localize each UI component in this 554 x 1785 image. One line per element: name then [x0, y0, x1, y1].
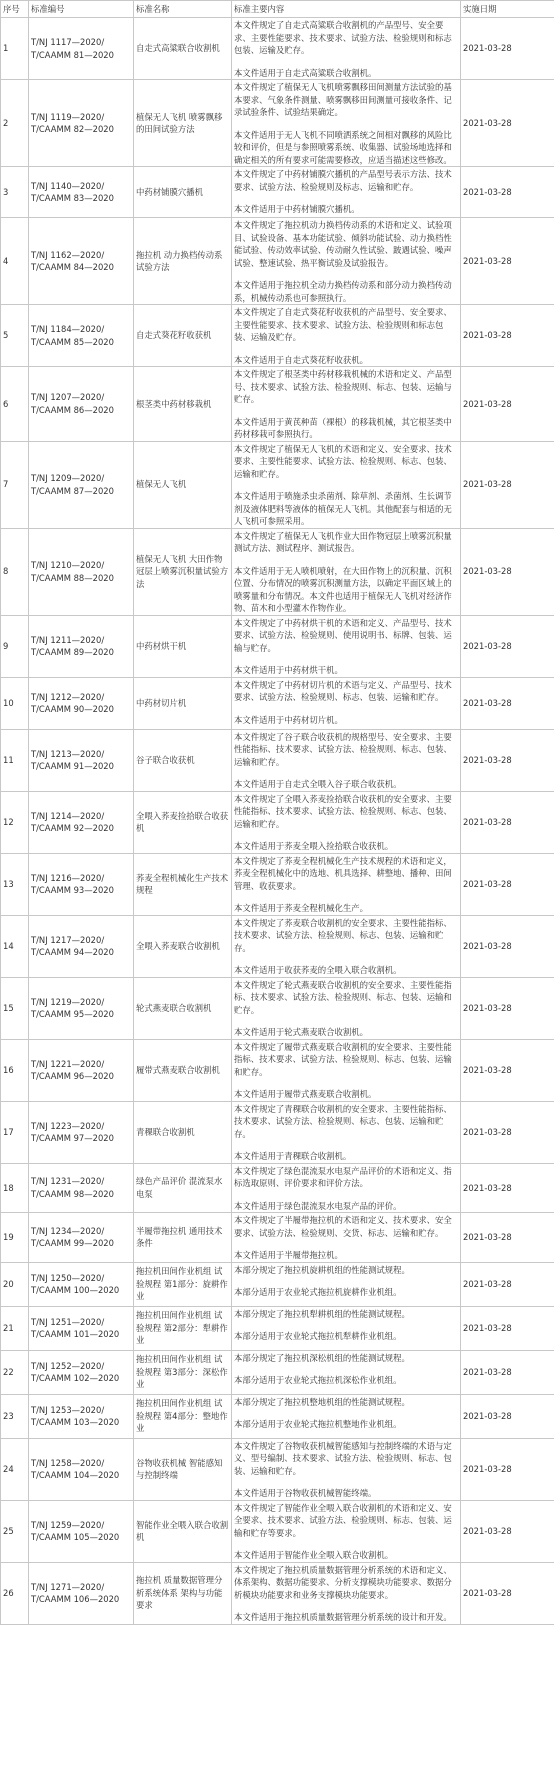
- code-line-caamm: T/CAAMM 83—2020: [31, 193, 114, 203]
- table-row: [1, 1350, 554, 1394]
- code-line-nj: T/NJ 1231—2020/: [31, 1176, 105, 1187]
- code-line-caamm: T/CAAMM 104—2020: [31, 1470, 120, 1480]
- content-paragraph: 本文件适用于半履带拖拉机。: [234, 1250, 343, 1260]
- content-paragraph: 本文件规定了拖拉机动力换档传动系的术语和定义、试验项目、试验设备、基本功能试验、倾斜功能试验、动力换档性能试验、传动效率试验、传动耐久性试验、跛遇试验、噪声试验、整速试验、热平衡试验及试验报告。: [234, 220, 452, 268]
- table-row: [1, 615, 554, 677]
- table-row: [1, 167, 554, 218]
- content-paragraph: 本文件适用于黄芪种苗（裸根）的移栽机械，其它根茎类中药材移栽可参照执行。: [234, 416, 452, 439]
- content-paragraph: 本文件适用于无人喷机喷射，在大田作物上的沉积量、沉积位置、分布情况的喷雾沉积测量方法，以确定平面区域上的喷雾量和分布情况。本文件也适用于植保无人飞机对经济作物、苗木和小型灌木作物作业。: [234, 565, 452, 613]
- table-row: [1, 528, 554, 615]
- effective-date: 2021-03-28: [461, 729, 554, 791]
- table-row: [1, 791, 554, 853]
- effective-date: 2021-03-28: [461, 1039, 554, 1101]
- standard-code: [29, 1163, 134, 1213]
- code-line-nj: T/NJ 1271—2020/: [31, 1581, 105, 1592]
- effective-date: 2021-03-28: [461, 80, 554, 167]
- standard-name: 履带式燕麦联合收割机: [134, 1039, 232, 1101]
- standard-content: [232, 18, 461, 80]
- row-index: 7: [1, 441, 29, 528]
- code-line-nj: T/NJ 1252—2020/: [31, 1360, 105, 1371]
- effective-date: 2021-03-28: [461, 441, 554, 528]
- content-paragraph: 本部分规定了拖拉机整地机组的性能测试规程。: [234, 1396, 410, 1407]
- content-paragraph: 本文件规定了全喂入荞麦捡拾联合收获机的安全要求、主要性能指标、技术要求、试验方法、检验规则、标志、包装、运输和贮存。: [234, 793, 452, 829]
- effective-date: 2021-03-28: [461, 853, 554, 915]
- code-line-nj: T/NJ 1212—2020/: [31, 691, 105, 702]
- standard-content: [232, 1101, 461, 1163]
- row-index: 20: [1, 1262, 29, 1306]
- code-line-nj: T/NJ 1184—2020/: [31, 324, 105, 334]
- effective-date: 2021-03-28: [461, 1262, 554, 1306]
- standard-content: [232, 1438, 461, 1500]
- standard-code: [29, 729, 134, 791]
- row-index: 3: [1, 167, 29, 218]
- standard-content: [232, 1562, 461, 1624]
- code-line-nj: T/NJ 1214—2020/: [31, 810, 105, 821]
- row-index: 1: [1, 18, 29, 80]
- code-line-caamm: T/CAAMM 99—2020: [31, 1238, 114, 1249]
- code-line-nj: T/NJ 1221—2020/: [31, 1058, 105, 1069]
- standard-content: [232, 441, 461, 528]
- content-paragraph: 本文件适用于绿色混流泵水电泵产品的评价。: [234, 1200, 402, 1211]
- standard-code: [29, 167, 134, 218]
- standard-code: [29, 1262, 134, 1306]
- content-paragraph: 本文件适用于喷施杀虫杀菌剂、除草剂、杀菌剂、生长调节剂及液体肥料等液体的植保无人飞机。其他配套与相适的无人飞机可参照采用。: [234, 491, 452, 526]
- code-line-caamm: T/CAAMM 103—2020: [31, 1417, 120, 1427]
- content-paragraph: 本部分规定了拖拉机深松机组的性能测试规程。: [234, 1352, 410, 1363]
- row-index: 6: [1, 367, 29, 442]
- standard-code: [29, 218, 134, 305]
- content-paragraph: 本文件规定了谷子联合收获机的规格型号、安全要求、主要性能指标、技术要求、试验方法、检验规则、标志、包装、运输和贮存。: [234, 731, 452, 767]
- standard-name: 拖拉机田间作业机组 试验规程 第1部分：旋耕作业: [134, 1262, 232, 1306]
- effective-date: 2021-03-28: [461, 1394, 554, 1438]
- code-line-nj: T/NJ 1162—2020/: [31, 249, 105, 260]
- effective-date: 2021-03-28: [461, 1350, 554, 1394]
- code-line-caamm: T/CAAMM 98—2020: [31, 1188, 114, 1199]
- standard-name: 青稞联合收割机: [134, 1101, 232, 1163]
- content-paragraph: 本文件规定了轮式燕麦联合收割机的安全要求、主要性能指标、技术要求、试验方法、检验规则、标志、包装、运输和贮存。: [234, 979, 452, 1015]
- effective-date: 2021-03-28: [461, 615, 554, 677]
- row-index: 2: [1, 80, 29, 167]
- code-line-nj: T/NJ 1250—2020/: [31, 1272, 105, 1283]
- table-row: [1, 1306, 554, 1350]
- content-paragraph: 本文件规定了自走式高粱联合收割机的产品型号、安全要求、主要性能要求、技术要求、试验方法、检验规则和标志包装、运输及贮存。: [234, 20, 452, 55]
- header-index: 序号: [1, 1, 29, 18]
- standard-name: 绿色产品评价 混流泵水电泵: [134, 1163, 232, 1213]
- standard-name: 拖拉机田间作业机组 试验规程 第4部分：整地作业: [134, 1394, 232, 1438]
- content-paragraph: 本文件规定了荞麦全程机械化生产技术规程的术语和定义，荞麦全程机械化中的选地、机具选择、耕整地、播种、田间管理、收获要求。: [234, 855, 452, 891]
- standard-content: [232, 853, 461, 915]
- content-paragraph: 本文件适用于中药材切片机。: [234, 714, 343, 725]
- standard-content: [232, 1306, 461, 1350]
- row-index: 26: [1, 1562, 29, 1624]
- table-row: [1, 1213, 554, 1263]
- table-row: [1, 1262, 554, 1306]
- effective-date: 2021-03-28: [461, 791, 554, 853]
- code-line-nj: T/NJ 1211—2020/: [31, 634, 105, 645]
- standard-content: [232, 1500, 461, 1562]
- standard-name: 谷子联合收获机: [134, 729, 232, 791]
- standard-code: [29, 1438, 134, 1500]
- standard-name: 拖拉机田间作业机组 试验规程 第3部分：深松作业: [134, 1350, 232, 1394]
- standard-name: 全喂入荞麦联合收割机: [134, 915, 232, 977]
- code-line-caamm: T/CAAMM 105—2020: [31, 1532, 120, 1542]
- code-line-nj: T/NJ 1219—2020/: [31, 996, 105, 1007]
- content-paragraph: 本文件适用于自走式高粱联合收割机。: [234, 67, 377, 78]
- row-index: 4: [1, 218, 29, 305]
- code-line-caamm: T/CAAMM 93—2020: [31, 885, 114, 895]
- code-line-caamm: T/CAAMM 92—2020: [31, 823, 114, 833]
- code-line-caamm: T/CAAMM 89—2020: [31, 647, 114, 657]
- standard-content: [232, 367, 461, 442]
- standard-content: [232, 218, 461, 305]
- standard-code: [29, 18, 134, 80]
- code-line-nj: T/NJ 1119—2020/: [31, 111, 105, 122]
- standard-content: [232, 167, 461, 218]
- standard-content: [232, 1262, 461, 1306]
- content-paragraph: 本部分适用于农业轮式拖拉机整地作业机组。: [234, 1419, 402, 1429]
- code-line-nj: T/NJ 1234—2020/: [31, 1225, 105, 1236]
- content-paragraph: 本文件规定了履带式燕麦联合收割机的安全要求、主要性能指标、技术要求、试验方法、检验规则、标志、包装、运输和贮存。: [234, 1041, 452, 1077]
- standard-code: [29, 615, 134, 677]
- standard-name: 植保无人飞机 喷雾飘移的田间试验方法: [134, 80, 232, 167]
- code-line-caamm: T/CAAMM 106—2020: [31, 1594, 120, 1604]
- row-index: 22: [1, 1350, 29, 1394]
- standard-code: [29, 1306, 134, 1350]
- code-line-caamm: T/CAAMM 86—2020: [31, 404, 114, 415]
- row-index: 25: [1, 1500, 29, 1562]
- row-index: 18: [1, 1163, 29, 1213]
- effective-date: 2021-03-28: [461, 1101, 554, 1163]
- content-paragraph: 本文件适用于中药材铺膜穴播机。: [234, 204, 360, 214]
- code-line-caamm: T/CAAMM 100—2020: [31, 1285, 120, 1295]
- standard-content: [232, 1213, 461, 1263]
- content-paragraph: 本文件适用于荞麦全喂入捡拾联合收获机。: [234, 841, 394, 851]
- content-paragraph: 本文件规定了植保无人飞机作业大田作物冠层上喷雾沉积量测试方法、测试程序、测试报告。: [234, 530, 452, 553]
- row-index: 16: [1, 1039, 29, 1101]
- table-row: [1, 729, 554, 791]
- table-row: [1, 218, 554, 305]
- code-line-caamm: T/CAAMM 85—2020: [31, 336, 114, 347]
- row-index: 11: [1, 729, 29, 791]
- content-paragraph: 本部分适用于农业轮式拖拉机深松作业机组。: [234, 1375, 402, 1385]
- standard-name: 全喂入荞麦捡拾联合收获机: [134, 791, 232, 853]
- table-row: [1, 1039, 554, 1101]
- standard-content: [232, 977, 461, 1039]
- content-paragraph: 本文件适用于自走式葵花籽收获机。: [234, 354, 368, 365]
- code-line-nj: T/NJ 1140—2020/: [31, 180, 105, 191]
- standard-name: 中药材烘干机: [134, 615, 232, 677]
- effective-date: 2021-03-28: [461, 1306, 554, 1350]
- row-index: 19: [1, 1213, 29, 1263]
- standard-code: [29, 80, 134, 167]
- row-index: 21: [1, 1306, 29, 1350]
- content-paragraph: 本文件规定了中药材切片机的术语与定义、产品型号、技术要求、试验方法、检验规则、标志、包装、运输和贮存。: [234, 679, 452, 702]
- standard-code: [29, 791, 134, 853]
- effective-date: 2021-03-28: [461, 1500, 554, 1562]
- standard-code: [29, 1213, 134, 1263]
- standard-code: [29, 1500, 134, 1562]
- table-row: [1, 1101, 554, 1163]
- effective-date: 2021-03-28: [461, 167, 554, 218]
- code-line-nj: T/NJ 1253—2020/: [31, 1404, 105, 1415]
- standard-code: [29, 1039, 134, 1101]
- code-line-caamm: T/CAAMM 97—2020: [31, 1133, 114, 1143]
- code-line-nj: T/NJ 1259—2020/: [31, 1519, 105, 1530]
- standard-code: [29, 305, 134, 367]
- code-line-nj: T/NJ 1207—2020/: [31, 392, 105, 403]
- table-row: [1, 853, 554, 915]
- table-row: [1, 18, 554, 80]
- standard-content: [232, 729, 461, 791]
- standard-name: 植保无人飞机: [134, 441, 232, 528]
- table-row: [1, 915, 554, 977]
- standard-code: [29, 1394, 134, 1438]
- standard-content: [232, 528, 461, 615]
- content-paragraph: 本文件规定了根茎类中药材移栽机械的术语和定义、产品型号、技术要求、试验方法、检验规则、标志、包装、运输与贮存。: [234, 369, 452, 404]
- standard-content: [232, 915, 461, 977]
- standard-name: 半履带拖拉机 通用技术条件: [134, 1213, 232, 1263]
- content-paragraph: 本文件适用于青稞联合收割机。: [234, 1151, 352, 1161]
- effective-date: 2021-03-28: [461, 1562, 554, 1624]
- standard-code: [29, 441, 134, 528]
- content-paragraph: 本文件规定了植保无人飞机的术语和定义、安全要求、技术要求、主要性能要求、试验方法、检验规则、标志、包装、运输和贮存。: [234, 443, 452, 479]
- content-paragraph: 本文件规定了植保无人飞机喷雾飘移田间测量方法试验的基本要求、气象条件测量、喷雾飘移田间测量可接收条件、记录试验条件、试验结果确定。: [234, 82, 452, 117]
- row-index: 23: [1, 1394, 29, 1438]
- code-line-caamm: T/CAAMM 84—2020: [31, 262, 114, 272]
- table-row: [1, 1163, 554, 1213]
- content-paragraph: 本文件适用于拖拉机质量数据管理分析系统的设计和开发。: [234, 1612, 452, 1622]
- row-index: 24: [1, 1438, 29, 1500]
- standard-name: 自走式葵花籽收获机: [134, 305, 232, 367]
- header-code: 标准编号: [29, 1, 134, 18]
- content-paragraph: 本文件规定了谷物收获机械智能感知与控制终端的术语与定义、型号编制、技术要求、试验方法、检验规则、标志、包装、运输和贮存。: [234, 1440, 452, 1476]
- row-index: 15: [1, 977, 29, 1039]
- effective-date: 2021-03-28: [461, 677, 554, 729]
- code-line-nj: T/NJ 1258—2020/: [31, 1457, 105, 1468]
- table-row: [1, 977, 554, 1039]
- code-line-nj: T/NJ 1117—2020/: [31, 37, 105, 47]
- standard-content: [232, 1039, 461, 1101]
- content-paragraph: 本文件适用于谷物收获机械智能终端。: [234, 1488, 377, 1498]
- content-paragraph: 本文件规定了荞麦联合收割机的安全要求、主要性能指标、技术要求、试验方法、检验规则、标志、包装、运输和贮存。: [234, 917, 452, 953]
- standard-content: [232, 791, 461, 853]
- standard-name: 自走式高粱联合收割机: [134, 18, 232, 80]
- table-row: [1, 1438, 554, 1500]
- standard-name: 谷物收获机械 智能感知与控制终端: [134, 1438, 232, 1500]
- table-row: [1, 1500, 554, 1562]
- row-index: 10: [1, 677, 29, 729]
- code-line-caamm: T/CAAMM 94—2020: [31, 947, 114, 957]
- content-paragraph: 本文件适用于轮式燕麦联合收割机。: [234, 1027, 368, 1037]
- standard-code: [29, 677, 134, 729]
- standard-code: [29, 853, 134, 915]
- header-row: [1, 1, 554, 18]
- standard-code: [29, 915, 134, 977]
- content-paragraph: 本文件规定了自走式葵花籽收获机的产品型号、安全要求、主要性能要求、技术要求、试验方法、检验规则和标志包装、运输及贮存。: [234, 307, 452, 342]
- content-paragraph: 本文件规定了绿色混流泵水电泵产品评价的术语和定义、指标选取原则、评价要求和评价方法。: [234, 1165, 452, 1188]
- code-line-caamm: T/CAAMM 101—2020: [31, 1329, 120, 1339]
- content-paragraph: 本部分规定了拖拉机旋耕机组的性能测试规程。: [234, 1264, 410, 1275]
- effective-date: 2021-03-28: [461, 18, 554, 80]
- content-paragraph: 本文件规定了中药材铺膜穴播机的产品型号表示方法、技术要求、试验方法、检验规则及标志、运输和贮存。: [234, 169, 452, 192]
- code-line-nj: T/NJ 1216—2020/: [31, 872, 105, 883]
- code-line-nj: T/NJ 1223—2020/: [31, 1120, 105, 1131]
- effective-date: 2021-03-28: [461, 305, 554, 367]
- table-row: [1, 367, 554, 442]
- code-line-caamm: T/CAAMM 87—2020: [31, 485, 114, 496]
- standard-name: 荞麦全程机械化生产技术规程: [134, 853, 232, 915]
- content-paragraph: 本文件规定了中药材烘干机的术语和定义、产品型号、技术要求、试验方法、检验规则、使用说明书、标牌、包装、运输与贮存。: [234, 617, 452, 653]
- effective-date: 2021-03-28: [461, 1163, 554, 1213]
- table-row: [1, 1394, 554, 1438]
- code-line-caamm: T/CAAMM 96—2020: [31, 1071, 114, 1081]
- standard-code: [29, 977, 134, 1039]
- code-line-nj: T/NJ 1209—2020/: [31, 473, 105, 483]
- standard-name: 拖拉机田间作业机组 试验规程 第2部分：犁耕作业: [134, 1306, 232, 1350]
- standard-name: 拖拉机 质量数据管理分析系统体系 架构与功能要求: [134, 1562, 232, 1624]
- effective-date: 2021-03-28: [461, 977, 554, 1039]
- standard-name: 根茎类中药材移栽机: [134, 367, 232, 442]
- table-row: [1, 1562, 554, 1624]
- effective-date: 2021-03-28: [461, 528, 554, 615]
- effective-date: 2021-03-28: [461, 1213, 554, 1263]
- standard-code: [29, 1350, 134, 1394]
- effective-date: 2021-03-28: [461, 367, 554, 442]
- standard-name: 中药材铺膜穴播机: [134, 167, 232, 218]
- standard-code: [29, 1101, 134, 1163]
- content-paragraph: 本部分适用于农业轮式拖拉机犁耕作业机组。: [234, 1331, 402, 1341]
- standard-content: [232, 677, 461, 729]
- row-index: 17: [1, 1101, 29, 1163]
- table-row: [1, 80, 554, 167]
- content-paragraph: 本文件适用于自走式全喂入谷子联合收获机。: [234, 779, 402, 789]
- content-paragraph: 本文件规定了拖拉机质量数据管理分析系统的术语和定义、体系架构、数据功能要求、分析支撑模块功能要求、数据分析模块功能要求和业务支撑模块功能要求。: [234, 1564, 452, 1600]
- effective-date: 2021-03-28: [461, 1438, 554, 1500]
- row-index: 5: [1, 305, 29, 367]
- header-content: 标准主要内容: [232, 1, 461, 18]
- content-paragraph: 本文件适用于无人飞机不同喷洒系统之间相对飘移的风险比较和评价，但是与参照喷雾系统、收集器、试验场地选择和确定相关的所有要求可能需要修改，应适当描述这些修改。: [234, 129, 452, 165]
- row-index: 9: [1, 615, 29, 677]
- content-paragraph: 本文件规定了半履带拖拉机的术语和定义、技术要求、安全要求、试验方法、检验规则、交货、标志、运输和贮存。: [234, 1215, 452, 1238]
- header-date: 实施日期: [461, 1, 554, 18]
- row-index: 14: [1, 915, 29, 977]
- code-line-caamm: T/CAAMM 102—2020: [31, 1373, 120, 1383]
- standard-name: 智能作业全喂入联合收割机: [134, 1500, 232, 1562]
- row-index: 12: [1, 791, 29, 853]
- table-row: [1, 677, 554, 729]
- content-paragraph: 本部分规定了拖拉机犁耕机组的性能测试规程。: [234, 1308, 410, 1319]
- standard-content: [232, 615, 461, 677]
- standard-name: 植保无人飞机 大田作物冠层上喷雾沉积量试验方法: [134, 528, 232, 615]
- code-line-nj: T/NJ 1210—2020/: [31, 560, 105, 570]
- table-body: [1, 18, 554, 1625]
- standard-content: [232, 1394, 461, 1438]
- content-paragraph: 本文件适用于荞麦全程机械化生产。: [234, 903, 368, 913]
- code-line-caamm: T/CAAMM 90—2020: [31, 704, 114, 714]
- table-row: [1, 441, 554, 528]
- standard-content: [232, 80, 461, 167]
- standard-name: 轮式燕麦联合收割机: [134, 977, 232, 1039]
- content-paragraph: 本文件适用于收获荞麦的全喂入联合收割机。: [234, 965, 402, 975]
- content-paragraph: 本文件规定了智能作业全喂入联合收割机的术语和定义、安全要求、技术要求、试验方法、检验规则、标志、包装、运输和贮存等要求。: [234, 1502, 452, 1538]
- content-paragraph: 本文件适用于中药材烘干机。: [234, 665, 343, 675]
- standard-content: [232, 1163, 461, 1213]
- header-name: 标准名称: [134, 1, 232, 18]
- code-line-caamm: T/CAAMM 91—2020: [31, 761, 114, 771]
- content-paragraph: 本部分适用于农业轮式拖拉机旋耕作业机组。: [234, 1287, 402, 1297]
- standard-name: 中药材切片机: [134, 677, 232, 729]
- content-paragraph: 本文件规定了青稞联合收割机的安全要求、主要性能指标、技术要求、试验方法、检验规则、标志、包装、运输和贮存。: [234, 1103, 452, 1139]
- code-line-nj: T/NJ 1217—2020/: [31, 934, 105, 945]
- effective-date: 2021-03-28: [461, 915, 554, 977]
- standard-name: 拖拉机 动力换档传动系 试验方法: [134, 218, 232, 305]
- content-paragraph: 本文件适用于拖拉机全动力换档传动系和部分动力换档传动系，机械传动系也可参照执行。: [234, 280, 452, 303]
- code-line-caamm: T/CAAMM 82—2020: [31, 124, 114, 134]
- standard-content: [232, 1350, 461, 1394]
- table-row: [1, 305, 554, 367]
- code-line-caamm: T/CAAMM 81—2020: [31, 49, 114, 60]
- code-line-nj: T/NJ 1251—2020/: [31, 1316, 105, 1327]
- row-index: 8: [1, 528, 29, 615]
- standard-code: [29, 1562, 134, 1624]
- code-line-caamm: T/CAAMM 95—2020: [31, 1009, 114, 1019]
- code-line-nj: T/NJ 1213—2020/: [31, 748, 105, 759]
- content-paragraph: 本文件适用于履带式燕麦联合收割机。: [234, 1089, 377, 1099]
- standard-code: [29, 528, 134, 615]
- effective-date: 2021-03-28: [461, 218, 554, 305]
- row-index: 13: [1, 853, 29, 915]
- code-line-caamm: T/CAAMM 88—2020: [31, 572, 114, 583]
- content-paragraph: 本文件适用于智能作业全喂入联合收割机。: [234, 1550, 394, 1560]
- standard-code: [29, 367, 134, 442]
- standard-content: [232, 305, 461, 367]
